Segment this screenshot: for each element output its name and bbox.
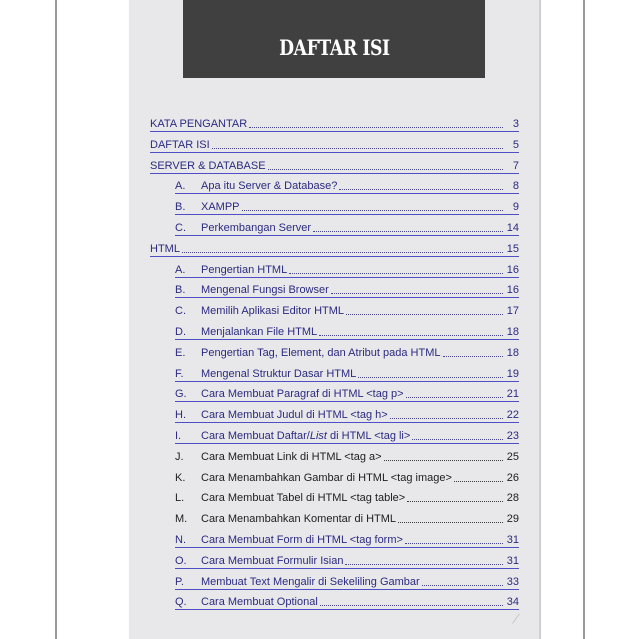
toc-entry-letter: K.	[175, 472, 186, 484]
toc-dot-leader	[268, 169, 503, 170]
toc-entry-letter: D.	[175, 326, 186, 338]
toc-entry	[175, 346, 519, 360]
toc-entry-label: Cara Membuat Optional	[201, 596, 318, 608]
toc-entry	[175, 491, 519, 505]
toc-entry[interactable]	[175, 387, 519, 402]
toc-entry-letter: C.	[175, 222, 186, 234]
toc-entry-page-number: 28	[506, 492, 519, 504]
toc-dot-leader	[407, 501, 503, 502]
toc-entry-label: Perkembangan Server	[201, 222, 312, 234]
toc-entry-page-number: 9	[512, 201, 519, 213]
toc-dot-leader	[390, 418, 503, 419]
toc-entry[interactable]	[175, 200, 519, 215]
toc-dot-leader	[346, 314, 503, 315]
toc-dot-leader	[182, 252, 503, 253]
toc-dot-leader	[443, 356, 504, 357]
toc-entry-label: Menjalankan File HTML	[201, 326, 318, 338]
toc-entry[interactable]	[175, 429, 519, 444]
toc-entry-label: DAFTAR ISI	[150, 139, 210, 151]
toc-entry-letter: E.	[175, 347, 186, 359]
toc-entry-page-number: 8	[512, 180, 519, 192]
toc-entry-label: Mengenal Fungsi Browser	[201, 284, 329, 296]
toc-dot-leader	[406, 397, 503, 398]
toc-entry-letter: F.	[175, 368, 184, 380]
toc-entry[interactable]	[175, 367, 519, 382]
toc-dot-leader	[339, 189, 503, 190]
toc-entry-label: Apa itu Server & Database?	[201, 180, 338, 192]
toc-dot-leader	[249, 127, 503, 128]
toc-dot-leader	[320, 605, 503, 606]
toc-entry-page-number: 29	[506, 513, 519, 525]
toc-entry-page-number: 18	[506, 326, 519, 338]
toc-entry[interactable]	[150, 242, 519, 257]
toc-entry-label: Cara Menambahkan Komentar di HTML	[201, 513, 397, 525]
toc-entry-letter: O.	[175, 555, 187, 567]
toc-entry-label: Mengenal Struktur Dasar HTML	[201, 368, 357, 380]
toc-entry[interactable]	[150, 117, 519, 132]
toc-entry-label: Membuat Text Mengalir di Sekeliling Gambar	[201, 576, 420, 588]
toc-entry-page-number: 33	[506, 576, 519, 588]
toc-entry[interactable]	[175, 263, 519, 278]
toc-entry-label: Memilih Aplikasi Editor HTML	[201, 305, 345, 317]
toc-entry-letter: A.	[175, 264, 186, 276]
toc-entry-letter: C.	[175, 305, 186, 317]
toc-entry-label: Pengertian Tag, Element, dan Atribut pada HTML	[201, 347, 441, 359]
toc-dot-leader	[358, 377, 503, 378]
toc-entry-page-number: 3	[512, 118, 519, 130]
toc-entry-letter: L.	[175, 492, 185, 504]
toc-entry-letter: B.	[175, 284, 186, 296]
toc-dot-leader	[345, 564, 503, 565]
toc-entry-page-number: 22	[506, 409, 519, 421]
toc-entry[interactable]	[175, 408, 519, 423]
toc-entry-page-number: 23	[506, 430, 519, 442]
toc-dot-leader	[454, 481, 503, 482]
toc-entry-label: Cara Menambahkan Gambar di HTML <tag image>	[201, 472, 452, 484]
toc-entry-page-number: 31	[506, 555, 519, 567]
toc-entry-letter: A.	[175, 180, 186, 192]
toc-entry-page-number: 26	[506, 472, 519, 484]
toc-entry-page-number: 5	[512, 139, 519, 151]
toc-entry-letter: J.	[175, 451, 184, 463]
toc-entry-label: SERVER & DATABASE	[150, 160, 266, 172]
toc-entry[interactable]	[175, 575, 519, 590]
toc-dot-leader	[331, 293, 503, 294]
toc-entry	[175, 450, 519, 464]
toc-dot-leader	[212, 148, 503, 149]
toc-dot-leader	[398, 522, 503, 523]
toc-entry	[175, 512, 519, 526]
toc-entry[interactable]	[175, 595, 519, 610]
toc-dot-leader	[422, 585, 503, 586]
toc-entry-letter: N.	[175, 534, 186, 546]
toc-entry-page-number: 7	[512, 160, 519, 172]
toc-entry-letter: G.	[175, 388, 187, 400]
page-title: DAFTAR ISI	[278, 34, 390, 60]
toc-entry-label: Cara Membuat Link di HTML <tag a>	[201, 451, 382, 463]
toc-entry[interactable]	[175, 221, 519, 236]
toc-entry-page-number: 16	[506, 284, 519, 296]
toc-entry[interactable]	[175, 325, 519, 340]
toc-entry-letter: I.	[175, 430, 182, 442]
toc-entry[interactable]	[175, 533, 519, 548]
toc-entry-letter: Q.	[175, 596, 187, 608]
toc-entry[interactable]	[175, 283, 519, 298]
toc-entry-label: KATA PENGANTAR	[150, 118, 248, 130]
toc-entry-letter: H.	[175, 409, 186, 421]
toc-entry[interactable]	[150, 159, 519, 174]
toc-entry-letter: B.	[175, 201, 186, 213]
toc-entry-page-number: 16	[506, 264, 519, 276]
toc-entry-page-number: 15	[506, 243, 519, 255]
toc-dot-leader	[384, 460, 503, 461]
toc-entry-page-number: 31	[506, 534, 519, 546]
toc-entry-label: HTML	[150, 243, 180, 255]
toc-entry[interactable]	[175, 554, 519, 569]
toc-entry-label: Cara Membuat Paragraf di HTML <tag p>	[201, 388, 404, 400]
toc-entry-page-number: 19	[506, 368, 519, 380]
toc-entry-label: Cara Membuat Judul di HTML <tag h>	[201, 409, 388, 421]
toc-entry-page-number: 25	[506, 451, 519, 463]
toc-entry[interactable]	[175, 179, 519, 194]
toc-entry-page-number: 21	[506, 388, 519, 400]
toc-entry	[175, 304, 519, 318]
toc-dot-leader	[242, 210, 503, 211]
toc-dot-leader	[319, 335, 503, 336]
toc-entry	[175, 471, 519, 485]
toc-entry-page-number: 17	[506, 305, 519, 317]
toc-entry-label: Pengertian HTML	[201, 264, 288, 276]
toc-dot-leader	[313, 231, 503, 232]
toc-entry-label: Cara Membuat Formulir Isian	[201, 555, 344, 567]
toc-dot-leader	[289, 273, 503, 274]
toc-entry-label: Cara Membuat Tabel di HTML <tag table>	[201, 492, 406, 504]
toc-entry-page-number: 18	[506, 347, 519, 359]
toc-entry-page-number: 14	[506, 222, 519, 234]
toc-entry-letter: P.	[175, 576, 184, 588]
toc-entry-label: XAMPP	[201, 201, 240, 213]
toc-dot-leader	[405, 543, 503, 544]
toc-entry-label: Cara Membuat Daftar/List di HTML <tag li>	[201, 430, 411, 442]
toc-entry-letter: M.	[175, 513, 188, 525]
toc-entry-page-number: 34	[506, 596, 519, 608]
toc-entry-label: Cara Membuat Form di HTML <tag form>	[201, 534, 403, 546]
toc-dot-leader	[412, 439, 503, 440]
toc-entry[interactable]	[150, 138, 519, 153]
